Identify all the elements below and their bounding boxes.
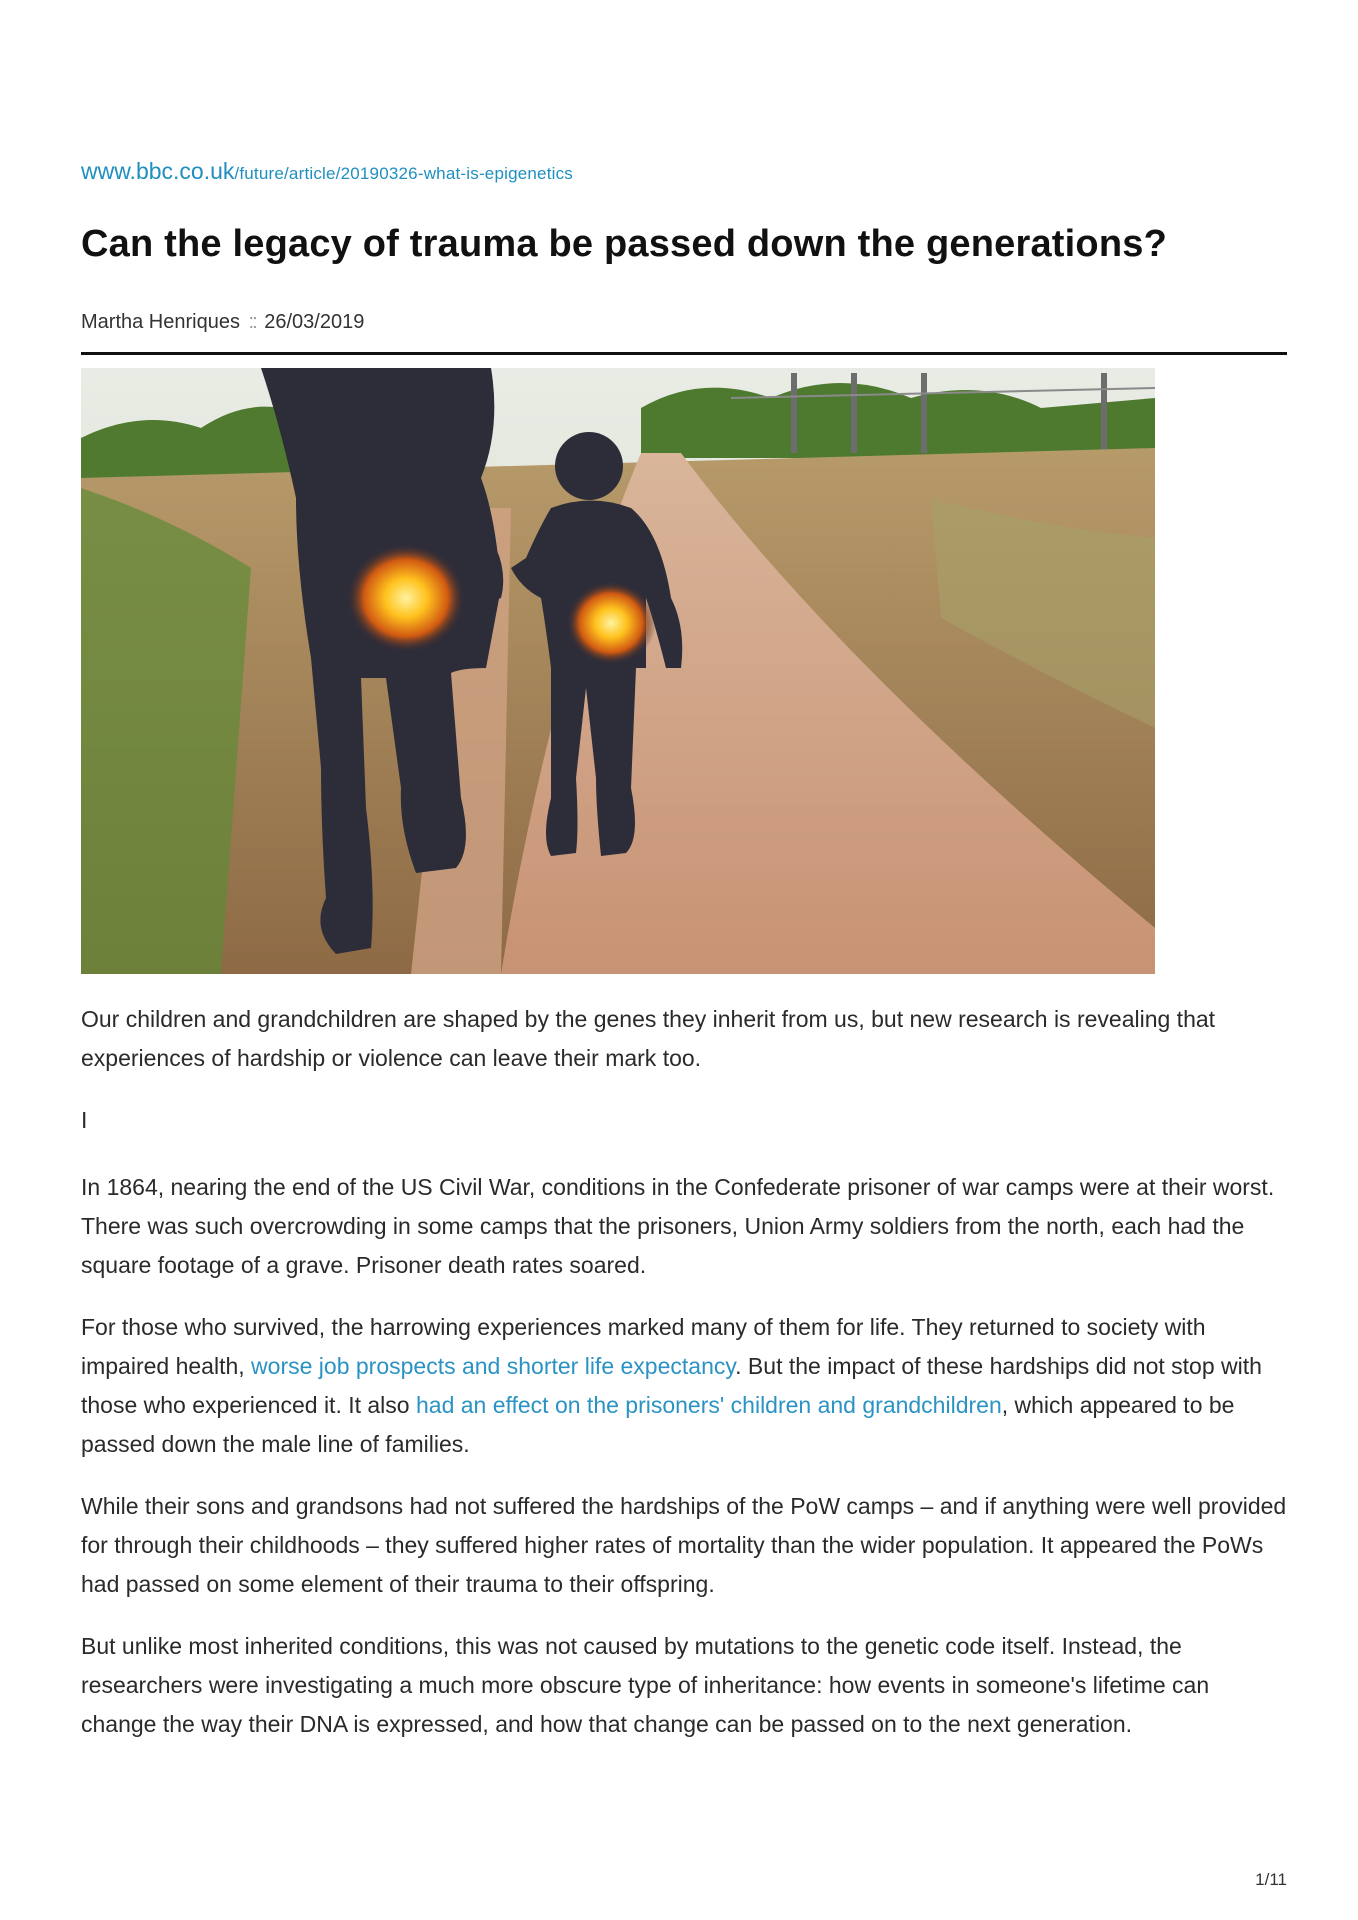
article-body	[81, 1000, 1287, 1767]
article-page	[81, 0, 1287, 1920]
article-title: Can the legacy of trauma be passed down the generations?	[81, 223, 1167, 265]
paragraph-2	[81, 1308, 1287, 1464]
byline	[81, 311, 364, 334]
author-name: Martha Henriques	[81, 311, 240, 333]
page-number: 1/11	[1255, 1870, 1287, 1889]
intro-paragraph: Our children and grandchildren are shaped by the genes they inherit from us, but new research is revealing that experiences of hardship or violence can leave their mark too.	[81, 1006, 1216, 1071]
paragraph-2-text-a: For those who survived, the harrowing experiences marked many of them for life. They returned to society with impaired health,	[81, 1314, 1206, 1379]
link-prisoners-children[interactable]: had an effect on the prisoners' children and grandchildren	[415, 1392, 1002, 1418]
url-path[interactable]: /future/article/20190326-what-is-epigenetics	[234, 164, 574, 183]
byline-separator: ::	[248, 311, 256, 333]
parent-child-silhouette-icon	[81, 368, 1155, 974]
hero-image	[81, 368, 1155, 974]
source-url[interactable]	[81, 158, 573, 185]
paragraph-3: While their sons and grandsons had not suffered the hardships of the PoW camps – and if anything were well provided for through their childhoods – they suffered higher rates of mortality than the wider population. It appeared the PoWs had passed on some element of their trauma to their offspring.	[81, 1493, 1287, 1597]
paragraph-2-text-b: . But the impact of these hardships did not stop with those who experienced it. It also	[81, 1353, 1262, 1418]
url-domain[interactable]: www.bbc.co.uk	[81, 158, 235, 184]
paragraph-1: In 1864, nearing the end of the US Civil War, conditions in the Confederate prisoner of war camps were at their worst. There was such overcrowding in some camps that the prisoners, Union Army soldiers from the north, each had the square footage of a grave. Prisoner death rates soared.	[81, 1174, 1275, 1278]
paragraph-4: But unlike most inherited conditions, this was not caused by mutations to the genetic code itself. Instead, the researchers were investigating a much more obscure type of inheritance: how events in someone's lifetime can change the way their DNA is expressed, and how that change can be passed on to the next generation.	[81, 1633, 1210, 1737]
publish-date: 26/03/2019	[264, 311, 365, 333]
link-job-prospects[interactable]: worse job prospects and shorter life expectancy	[251, 1353, 736, 1379]
paragraph-2-text-c: , which appeared to be passed down the male line of families.	[81, 1392, 1235, 1457]
text-cursor-line: I	[81, 1107, 88, 1133]
header-divider	[81, 352, 1287, 355]
